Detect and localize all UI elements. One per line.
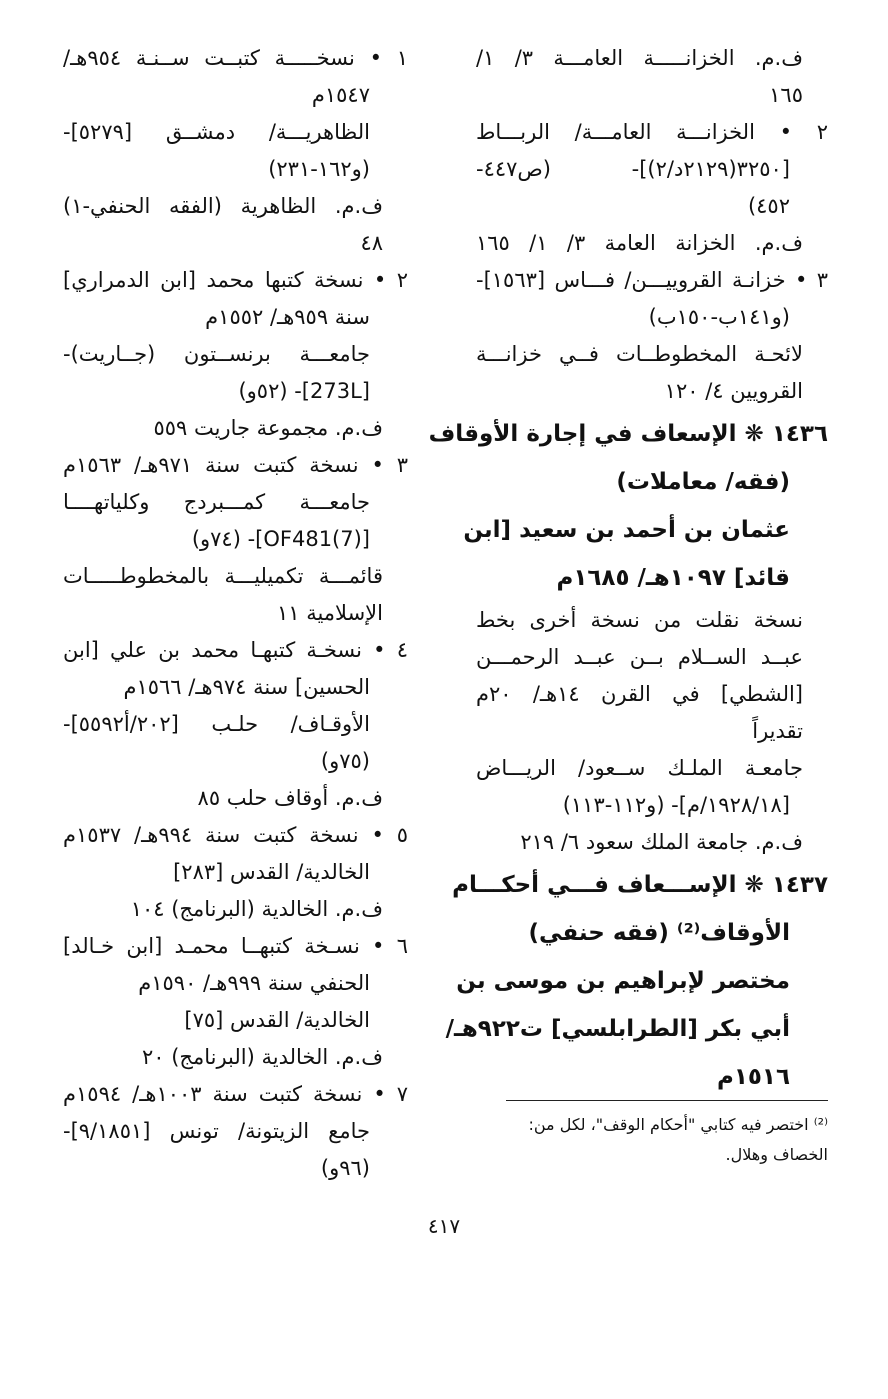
text-line: عثمان بن أحمد بن سعيد [ابن	[463, 517, 790, 543]
text-line: ٣ • نسخة كتبت سنة ٩٧١هـ/ ١٥٦٣م	[63, 453, 409, 477]
text-line: ٤٥٢)	[747, 194, 790, 218]
text-line: الخالدية/ القدس [٧٥]	[184, 1008, 370, 1032]
text-line: قائمـــة تكميليـــة بالمخطوطـــــات	[63, 564, 383, 588]
text-line: ف.م. جامعة الملك سعود ٦/ ٢١٩	[520, 830, 803, 854]
text-line: [١٩٢٨/١٨/م]- (و١١٢-١١٣)	[562, 793, 790, 817]
text-line: ف.م. الخزانة العامة ٣/ ١/ ١٦٥	[476, 231, 803, 255]
text-line: [OF481(7)]- (٧٤و)	[191, 527, 370, 551]
text-line: ١٤٣٦ ❋ الإسعاف في إجارة الأوقاف	[428, 421, 828, 447]
text-line: ١ • نسخـــــة كتبــت ســنـة ٩٥٤هـ/	[63, 46, 408, 70]
text-line: (٩٦و)	[320, 1156, 370, 1180]
footnote-line: ⁽²⁾ اختصر فيه كتابي "أحكام الوقف"، لكل من:	[528, 1115, 828, 1134]
text-line: الخالدية/ القدس [٢٨٣]	[173, 860, 370, 884]
text-line: ٧ • نسخة كتبت سنة ١٠٠٣هـ/ ١٥٩٤م	[63, 1082, 409, 1106]
text-line: (فقه/ معاملات)	[616, 469, 790, 495]
text-line: (٧٥و)	[320, 749, 370, 773]
text-line: عبــد الســلام بــن عبــد الرحمـــن	[476, 645, 803, 669]
text-line: الأوقـاف/ حلـب [٢٠٢/أ٥٥٩٢]-	[63, 712, 370, 736]
text-line: الإسلامية ١١	[276, 601, 383, 625]
footnote-divider	[506, 1100, 828, 1101]
text-line: ٦ • نسـخة كتبهــا محمـد [ابن خـالد]	[63, 934, 408, 958]
text-line: جامع الزيتونة/ تونس [٩/١٨٥١]-	[63, 1119, 370, 1143]
text-line: جامعـــة برنســتون (جــاريت)-	[63, 342, 370, 366]
text-line: [الشطي] في القرن ١٤هـ/ ٢٠م	[476, 682, 804, 706]
text-line: سنة ٩٥٩هـ/ ١٥٥٢م	[205, 305, 370, 329]
text-line: ف.م. مجموعة جاريت ٥٥٩	[153, 416, 383, 440]
text-line: القرويين ٤/ ١٢٠	[664, 379, 803, 403]
text-line: الظاهريـــة/ دمشــق [٥٢٧٩]-	[63, 120, 370, 144]
text-line: (و١٤١ب-١٥٠ب)	[648, 305, 790, 329]
text-line: ٢ • نسخة كتبها محمد [ابن الدمراري]	[63, 268, 408, 292]
text-line: (و١٦٢-٢٣١)	[268, 157, 370, 181]
text-line: [٣٢٥٠(٢١٢٩د/٢)]- (ص٤٤٧-	[476, 157, 790, 181]
text-line: ف.م. الخالدية (البرنامج) ٢٠	[141, 1045, 383, 1069]
text-line: ٤ • نسخـة كتبهـا محمد بن علي [ابن	[63, 638, 408, 662]
text-line: ١٥١٦م	[716, 1064, 790, 1090]
left-column	[63, 40, 408, 1187]
text-line: مختصر لإبراهيم بن موسى بن	[456, 968, 790, 994]
text-line: ٥ • نسخة كتبت سنة ٩٩٤هـ/ ١٥٣٧م	[63, 823, 409, 847]
text-line: ٣ • خزانـة القروييـــن/ فـــاس [١٥٦٣]-	[476, 268, 828, 292]
text-line: تقديراً	[752, 719, 803, 743]
text-line: ف.م. أوقاف حلب ٨٥	[197, 786, 383, 810]
footnote-line: الخصاف وهلال.	[725, 1145, 828, 1164]
text-line: الحنفي سنة ٩٩٩هـ/ ١٥٩٠م	[138, 971, 370, 995]
text-line: ف.م. الخزانـــــة العامـــة ٣/ ١/	[476, 46, 803, 70]
right-column	[428, 40, 828, 1101]
text-line: أبي بكر [الطرابلسي] ت٩٢٢هـ/	[445, 1016, 790, 1042]
text-line: ١٥٤٧م	[311, 83, 370, 107]
text-line: جامعـــة كمـــبردج وكلياتهــــا	[63, 490, 370, 514]
text-line: [273L]- (٥٢و)	[238, 379, 370, 403]
footnote	[498, 1110, 828, 1170]
text-line: ٢ • الخزانـــة العامـــة/ الربـــاط	[476, 120, 828, 144]
text-line: لائحـة المخطوطــات فــي خزانـــة	[476, 342, 803, 366]
text-line: الحسين] سنة ٩٧٤هـ/ ١٥٦٦م	[123, 675, 370, 699]
page-number: ٤١٧	[427, 1214, 461, 1238]
text-line: ف.م. الظاهرية (الفقه الحنفي-١)	[63, 194, 383, 218]
text-line: جامعـة الملـك ســعود/ الريـــاض	[476, 756, 803, 780]
text-line: الأوقاف⁽²⁾ (فقه حنفي)	[528, 920, 790, 946]
text-line: ١٦٥	[769, 83, 803, 107]
text-line: نسخة نقلت من نسخة أخرى بخط	[476, 608, 803, 632]
text-line: قائد] ١٠٩٧هـ/ ١٦٨٥م	[556, 565, 790, 591]
text-line: ف.م. الخالدية (البرنامج) ١٠٤	[130, 897, 383, 921]
text-line: ١٤٣٧ ❋ الإســـعاف فـــي أحكـــام	[452, 872, 828, 898]
text-line: ٤٨	[360, 231, 383, 255]
